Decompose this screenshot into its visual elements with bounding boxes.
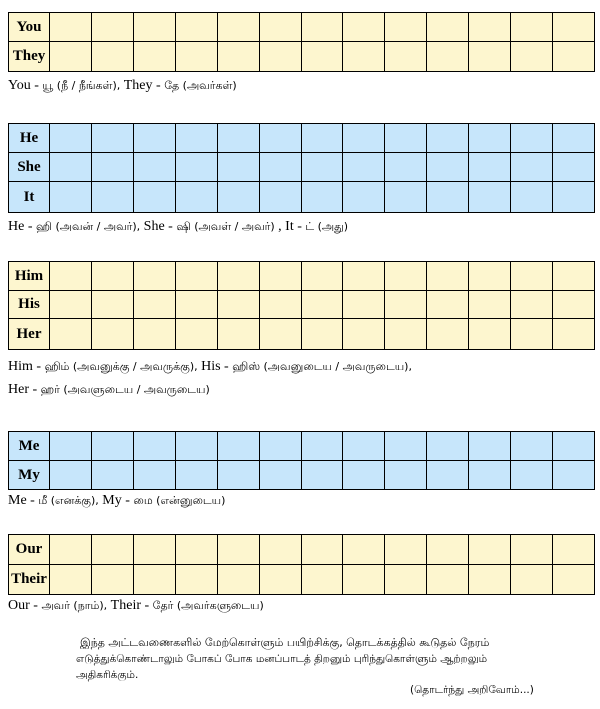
- grid-row: [9, 565, 595, 595]
- grid-row: [9, 124, 595, 153]
- pronoun-label: Our: [9, 535, 50, 565]
- caption-part: ஷி (அவள் / அவர்): [176, 220, 275, 233]
- writing-cell[interactable]: [301, 461, 343, 490]
- writing-cell[interactable]: [133, 461, 175, 490]
- caption-part: My -: [98, 493, 134, 508]
- writing-cell[interactable]: [133, 124, 175, 153]
- writing-cell[interactable]: [511, 13, 553, 42]
- writing-cell[interactable]: [469, 432, 511, 461]
- writing-cell[interactable]: [50, 42, 92, 72]
- writing-cell[interactable]: [385, 262, 427, 291]
- writing-cell[interactable]: [133, 319, 175, 350]
- writing-cell[interactable]: [469, 319, 511, 350]
- writing-cell[interactable]: [469, 535, 511, 565]
- writing-cell[interactable]: [511, 291, 553, 319]
- writing-cell[interactable]: [217, 124, 259, 153]
- pronoun-caption: [8, 493, 225, 509]
- writing-cell[interactable]: [469, 461, 511, 490]
- writing-cell[interactable]: [217, 42, 259, 72]
- grid-row: [9, 13, 595, 42]
- writing-cell[interactable]: [385, 42, 427, 72]
- caption-part: Him -: [8, 359, 45, 374]
- caption-part: They -: [120, 78, 165, 93]
- writing-cell[interactable]: [259, 262, 301, 291]
- writing-cell[interactable]: [427, 182, 469, 213]
- grid-row: [9, 432, 595, 461]
- writing-cell[interactable]: [553, 319, 595, 350]
- writing-cell[interactable]: [217, 432, 259, 461]
- practice-grid-5: [8, 534, 595, 595]
- writing-cell[interactable]: [343, 535, 385, 565]
- writing-cell[interactable]: [427, 42, 469, 72]
- writing-cell[interactable]: [175, 432, 217, 461]
- pronoun-label: My: [9, 461, 50, 490]
- caption-part: He -: [8, 219, 36, 234]
- pronoun-caption: [8, 78, 237, 94]
- writing-cell[interactable]: [50, 535, 92, 565]
- writing-cell[interactable]: [50, 182, 92, 213]
- caption-part: அவர் (நாம்),: [41, 599, 108, 612]
- writing-cell[interactable]: [469, 565, 511, 595]
- writing-cell[interactable]: [511, 461, 553, 490]
- grid-row: [9, 461, 595, 490]
- writing-cell[interactable]: [259, 153, 301, 182]
- writing-cell[interactable]: [259, 461, 301, 490]
- writing-cell[interactable]: [511, 535, 553, 565]
- writing-cell[interactable]: [175, 182, 217, 213]
- writing-cell[interactable]: [133, 153, 175, 182]
- writing-cell[interactable]: [50, 432, 92, 461]
- writing-cell[interactable]: [343, 262, 385, 291]
- writing-cell[interactable]: [301, 124, 343, 153]
- writing-cell[interactable]: [343, 461, 385, 490]
- writing-cell[interactable]: [91, 535, 133, 565]
- writing-cell[interactable]: [91, 432, 133, 461]
- writing-cell[interactable]: [427, 461, 469, 490]
- writing-cell[interactable]: [133, 565, 175, 595]
- writing-cell[interactable]: [50, 319, 92, 350]
- practice-grid-4: [8, 431, 595, 490]
- writing-cell[interactable]: [133, 182, 175, 213]
- writing-cell[interactable]: [301, 42, 343, 72]
- caption-part: மீ (எனக்கு),: [38, 494, 99, 507]
- caption-part: தே (அவர்கள்): [164, 79, 237, 92]
- writing-cell[interactable]: [133, 535, 175, 565]
- writing-cell[interactable]: [175, 565, 217, 595]
- writing-cell[interactable]: [50, 291, 92, 319]
- writing-cell[interactable]: [50, 565, 92, 595]
- writing-cell[interactable]: [385, 319, 427, 350]
- writing-cell[interactable]: [343, 182, 385, 213]
- writing-cell[interactable]: [259, 291, 301, 319]
- writing-cell[interactable]: [343, 319, 385, 350]
- writing-cell[interactable]: [511, 262, 553, 291]
- writing-cell[interactable]: [175, 124, 217, 153]
- writing-cell[interactable]: [259, 42, 301, 72]
- grid-row: [9, 535, 595, 565]
- writing-cell[interactable]: [217, 291, 259, 319]
- writing-cell[interactable]: [511, 42, 553, 72]
- caption-part: Their -: [107, 598, 153, 613]
- writing-cell[interactable]: [217, 565, 259, 595]
- writing-cell[interactable]: [385, 432, 427, 461]
- grid-row: [9, 262, 595, 291]
- note-line-1: இந்த அட்டவணைகளில் மேற்கொள்ளும் பயிற்சிக்கு, தொடக்கத்தில் கூடுதல் நேரம்: [80, 636, 490, 649]
- caption-part: Our -: [8, 598, 42, 613]
- writing-cell[interactable]: [511, 182, 553, 213]
- writing-cell[interactable]: [91, 461, 133, 490]
- note-continued: (தொடர்ந்து அறிவோம்...): [410, 684, 534, 696]
- writing-cell[interactable]: [469, 42, 511, 72]
- writing-cell[interactable]: [133, 432, 175, 461]
- writing-cell[interactable]: [469, 153, 511, 182]
- writing-cell[interactable]: [427, 535, 469, 565]
- writing-cell[interactable]: [175, 319, 217, 350]
- pronoun-label: You: [9, 13, 50, 42]
- writing-cell[interactable]: [175, 291, 217, 319]
- pronoun-label: They: [9, 42, 50, 72]
- writing-cell[interactable]: [553, 182, 595, 213]
- writing-cell[interactable]: [343, 153, 385, 182]
- writing-cell[interactable]: [511, 153, 553, 182]
- caption-part: Me -: [8, 493, 39, 508]
- writing-cell[interactable]: [343, 565, 385, 595]
- practice-grid-2: [8, 123, 595, 213]
- writing-cell[interactable]: [343, 13, 385, 42]
- pronoun-label: Their: [9, 565, 50, 595]
- writing-cell[interactable]: [50, 461, 92, 490]
- writing-cell[interactable]: [553, 291, 595, 319]
- writing-cell[interactable]: [343, 42, 385, 72]
- writing-cell[interactable]: [553, 124, 595, 153]
- writing-cell[interactable]: [259, 432, 301, 461]
- writing-cell[interactable]: [301, 153, 343, 182]
- writing-cell[interactable]: [259, 535, 301, 565]
- writing-cell[interactable]: [427, 124, 469, 153]
- pronoun-caption-2: [8, 382, 210, 398]
- grid-row: [9, 42, 595, 72]
- writing-cell[interactable]: [301, 291, 343, 319]
- writing-cell[interactable]: [385, 182, 427, 213]
- writing-cell[interactable]: [343, 124, 385, 153]
- writing-cell[interactable]: [301, 262, 343, 291]
- writing-cell[interactable]: [553, 262, 595, 291]
- caption-part: His -: [197, 359, 233, 374]
- writing-cell[interactable]: [217, 461, 259, 490]
- writing-cell[interactable]: [553, 432, 595, 461]
- writing-cell[interactable]: [133, 291, 175, 319]
- writing-cell[interactable]: [217, 13, 259, 42]
- practice-grid-1: [8, 12, 595, 72]
- writing-cell[interactable]: [175, 153, 217, 182]
- writing-cell[interactable]: [175, 535, 217, 565]
- pronoun-label: Him: [9, 262, 50, 291]
- writing-cell[interactable]: [553, 153, 595, 182]
- writing-cell[interactable]: [50, 262, 92, 291]
- writing-cell[interactable]: [343, 432, 385, 461]
- pronoun-label: He: [9, 124, 50, 153]
- writing-cell[interactable]: [385, 153, 427, 182]
- writing-cell[interactable]: [259, 13, 301, 42]
- writing-cell[interactable]: [469, 124, 511, 153]
- writing-cell[interactable]: [259, 182, 301, 213]
- writing-cell[interactable]: [553, 13, 595, 42]
- pronoun-caption: [8, 219, 348, 235]
- writing-cell[interactable]: [301, 319, 343, 350]
- writing-cell[interactable]: [427, 153, 469, 182]
- pronoun-caption: [8, 359, 412, 375]
- writing-cell[interactable]: [511, 565, 553, 595]
- writing-cell[interactable]: [259, 124, 301, 153]
- writing-cell[interactable]: [91, 565, 133, 595]
- writing-cell[interactable]: [91, 124, 133, 153]
- writing-cell[interactable]: [385, 13, 427, 42]
- writing-cell[interactable]: [91, 13, 133, 42]
- writing-cell[interactable]: [50, 13, 92, 42]
- writing-cell[interactable]: [133, 13, 175, 42]
- caption-part: ட் (அது): [305, 220, 348, 233]
- writing-cell[interactable]: [91, 262, 133, 291]
- caption-part: ஹி (அவன் / அவர்),: [36, 220, 141, 233]
- writing-cell[interactable]: [217, 153, 259, 182]
- writing-cell[interactable]: [385, 461, 427, 490]
- writing-cell[interactable]: [427, 565, 469, 595]
- writing-cell[interactable]: [511, 432, 553, 461]
- writing-cell[interactable]: [91, 182, 133, 213]
- writing-cell[interactable]: [50, 124, 92, 153]
- writing-cell[interactable]: [217, 182, 259, 213]
- writing-cell[interactable]: [511, 319, 553, 350]
- writing-cell[interactable]: [427, 319, 469, 350]
- writing-cell[interactable]: [91, 42, 133, 72]
- writing-cell[interactable]: [553, 42, 595, 72]
- caption-part: ஹிம் (அவனுக்கு / அவருக்கு),: [44, 360, 198, 373]
- caption-part: யூ (நீ / நீங்கள்),: [42, 79, 121, 92]
- writing-cell[interactable]: [427, 13, 469, 42]
- grid-row: [9, 153, 595, 182]
- caption-part: You -: [8, 78, 43, 93]
- writing-cell[interactable]: [427, 291, 469, 319]
- pronoun-label: It: [9, 182, 50, 213]
- pronoun-label: Me: [9, 432, 50, 461]
- writing-cell[interactable]: [385, 124, 427, 153]
- writing-cell[interactable]: [301, 432, 343, 461]
- caption-part: தேர் (அவர்களுடைய): [152, 599, 264, 612]
- writing-cell[interactable]: [343, 291, 385, 319]
- pronoun-label: His: [9, 291, 50, 319]
- grid-row: [9, 182, 595, 213]
- writing-cell[interactable]: [553, 535, 595, 565]
- writing-cell[interactable]: [175, 42, 217, 72]
- pronoun-caption: [8, 598, 264, 614]
- writing-cell[interactable]: [301, 535, 343, 565]
- writing-cell[interactable]: [469, 291, 511, 319]
- note-line-2: எடுத்துக்கொண்டாலும் போகப் போக மனப்பாடத் திறனும் புரிந்துகொள்ளும் ஆற்றலும்: [76, 653, 488, 665]
- grid-row: [9, 291, 595, 319]
- note-line-3: அதிகரிக்கும்.: [76, 669, 139, 681]
- writing-cell[interactable]: [259, 565, 301, 595]
- writing-cell[interactable]: [91, 291, 133, 319]
- caption-part: , It -: [274, 219, 306, 234]
- writing-cell[interactable]: [301, 13, 343, 42]
- pronoun-label: She: [9, 153, 50, 182]
- writing-cell[interactable]: [91, 319, 133, 350]
- writing-cell[interactable]: [217, 319, 259, 350]
- writing-cell[interactable]: [385, 291, 427, 319]
- writing-cell[interactable]: [301, 565, 343, 595]
- caption-part: She -: [140, 219, 177, 234]
- writing-cell[interactable]: [427, 432, 469, 461]
- caption-part: ஹிஸ் (அவனுடைய / அவருடைய),: [232, 360, 412, 373]
- writing-cell[interactable]: [217, 262, 259, 291]
- writing-cell[interactable]: [385, 535, 427, 565]
- caption-part: ஹர் (அவளுடைய / அவருடைய): [40, 383, 210, 396]
- grid-row: [9, 319, 595, 350]
- writing-cell[interactable]: [175, 461, 217, 490]
- writing-cell[interactable]: [427, 262, 469, 291]
- writing-cell[interactable]: [553, 565, 595, 595]
- writing-cell[interactable]: [91, 153, 133, 182]
- writing-cell[interactable]: [175, 262, 217, 291]
- writing-cell[interactable]: [133, 262, 175, 291]
- practice-grid-3: [8, 261, 595, 350]
- writing-cell[interactable]: [133, 42, 175, 72]
- caption-part: Her -: [8, 382, 41, 397]
- writing-cell[interactable]: [553, 461, 595, 490]
- writing-cell[interactable]: [50, 153, 92, 182]
- writing-cell[interactable]: [469, 13, 511, 42]
- caption-part: மை (என்னுடைய): [133, 494, 226, 507]
- writing-cell[interactable]: [217, 535, 259, 565]
- writing-cell[interactable]: [175, 13, 217, 42]
- writing-cell[interactable]: [469, 182, 511, 213]
- writing-cell[interactable]: [511, 124, 553, 153]
- writing-cell[interactable]: [301, 182, 343, 213]
- writing-cell[interactable]: [259, 319, 301, 350]
- writing-cell[interactable]: [385, 565, 427, 595]
- writing-cell[interactable]: [469, 262, 511, 291]
- pronoun-label: Her: [9, 319, 50, 350]
